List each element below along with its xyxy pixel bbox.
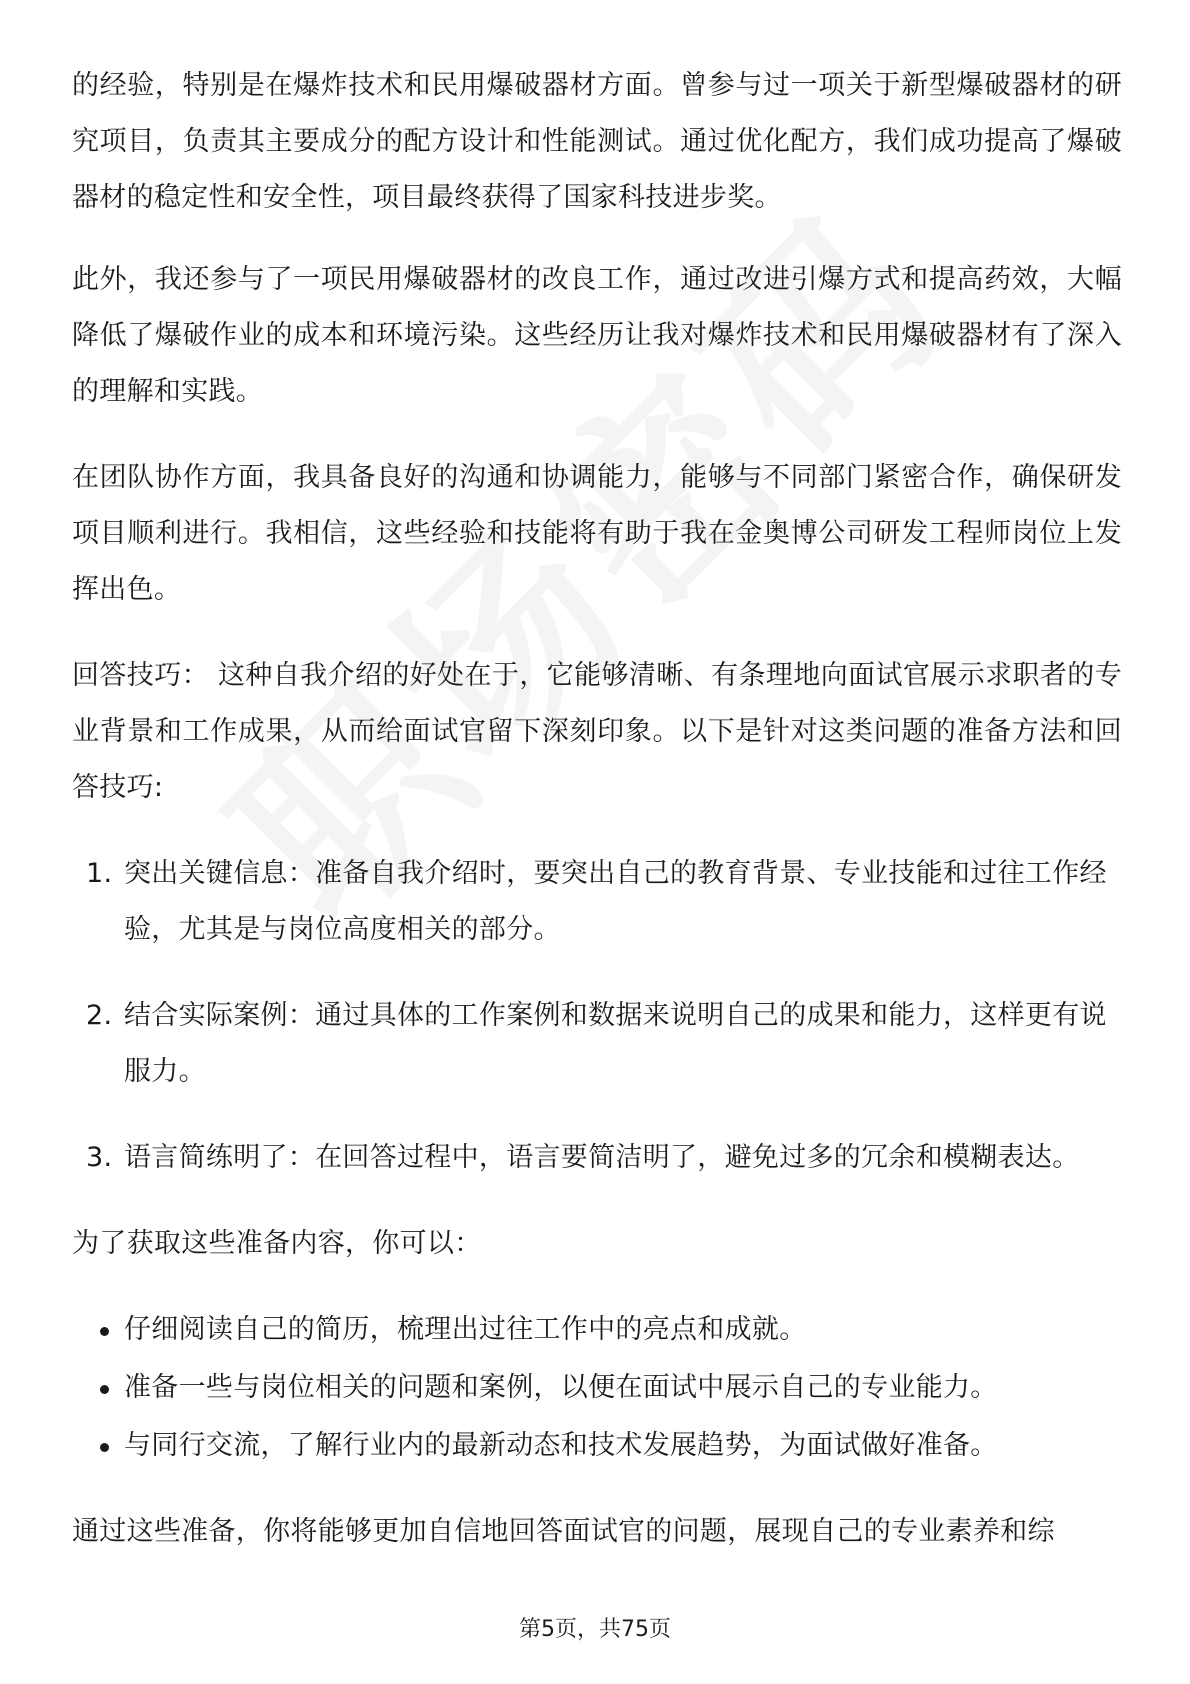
list-item-text: 与同行交流，了解行业内的最新动态和技术发展趋势，为面试做好准备。: [124, 1430, 998, 1461]
list-item: [72, 1418, 1122, 1474]
bullet-icon: [100, 1385, 109, 1394]
paragraph-experience: 的经验，特别是在爆炸技术和民用爆破器材方面。曾参与过一项关于新型爆破器材的研究项目，负责其主要成分的配方设计和性能测试。通过优化配方，我们成功提高了爆破器材的稳定性和安全性，项目最终获得了国家科技进步奖。: [72, 70, 1122, 213]
tips-numbered-list: [72, 846, 1122, 1186]
list-item-text: 准备一些与岗位相关的问题和案例，以便在面试中展示自己的专业能力。: [124, 1372, 998, 1403]
paragraph-conclusion: 通过这些准备，你将能够更加自信地回答面试官的问题，展现自己的专业素养和综: [72, 1516, 1055, 1547]
list-item: [72, 1130, 1122, 1186]
list-item-number: 3.: [86, 1142, 113, 1173]
list-item-text: 语言简练明了：在回答过程中，语言要简洁明了，避免过多的冗余和模糊表达。: [124, 1142, 1080, 1173]
list-item-text: 仔细阅读自己的简历，梳理出过往工作中的亮点和成就。: [124, 1314, 807, 1345]
list-item: [72, 988, 1122, 1100]
list-item-number: 2.: [86, 1000, 113, 1031]
paragraph-teamwork: 在团队协作方面，我具备良好的沟通和协调能力，能够与不同部门紧密合作，确保研发项目顺利进行。我相信，这些经验和技能将有助于我在金奥博公司研发工程师岗位上发挥出色。: [72, 462, 1122, 605]
list-item: [72, 1360, 1122, 1416]
paragraph-preparation-intro: 为了获取这些准备内容，你可以：: [72, 1228, 482, 1259]
preparation-bullet-list: [72, 1302, 1122, 1474]
document-body: [72, 58, 1122, 1590]
list-item-number: 1.: [86, 858, 113, 889]
list-item-text: 突出关键信息：准备自我介绍时，要突出自己的教育背景、专业技能和过往工作经验，尤其是与岗位高度相关的部分。: [124, 858, 1107, 945]
paragraph-improvement-work: 此外，我还参与了一项民用爆破器材的改良工作，通过改进引爆方式和提高药效，大幅降低了爆破作业的成本和环境污染。这些经历让我对爆炸技术和民用爆破器材有了深入的理解和实践。: [72, 264, 1122, 407]
list-item-text: 结合实际案例：通过具体的工作案例和数据来说明自己的成果和能力，这样更有说服力。: [124, 1000, 1107, 1087]
list-item: [72, 846, 1122, 958]
paragraph-answer-tips: 回答技巧： 这种自我介绍的好处在于，它能够清晰、有条理地向面试官展示求职者的专业背景和工作成果，从而给面试官留下深刻印象。以下是针对这类问题的准备方法和回答技巧:: [72, 660, 1122, 803]
bullet-icon: [100, 1443, 109, 1452]
bullet-icon: [100, 1327, 109, 1336]
page-number: 第5页，共75页: [519, 1617, 671, 1642]
list-item: [72, 1302, 1122, 1358]
